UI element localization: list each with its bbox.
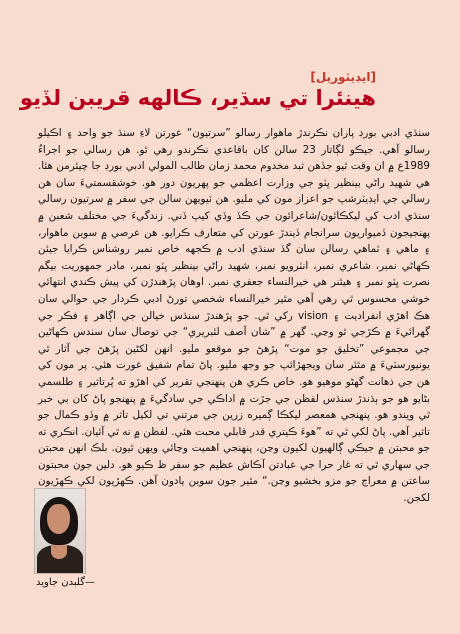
article-body: سنڌي ادبي بورڊ پاران نڪرندڙ ماهوار رسالو ”سرتيون“ عورتن لاءِ سنڌ جو واحد ۽ اڪيلو رسالو آهي. جيڪو لڳاتار 23 سالن کان باقاعدي نڪرندو رهي ٿو. هن رسالي جو اجراءُ 1989ع ۾ ان وقت ٿيو جڏهن ثبد مخدوم محمد زمان طالب المولي ادبي بورڊ جا چيئرمن هئا. هي شهيد راڻي بينظير ڀٽو جي وزارت اعظمي جو پهريون دور هو. خوشقسمتيءَ سان هن رسالي جي ايڊيٽرشپ جو اعزاز مون کي مليو. هن ٽيويهن سالن جي سفر ۾ سرتيون رسالي سنڌي ادب کي ليکڪائون/شاعرائون جي ڪڏ وڏي کيپ ڏني. زندگيءَ جي مختلف شعبن ۾ پهنجيجون ڏميواريون سرانجام ڏيندڙ عورتن کي متعارف ڪرايو. هن عرصي ۾ سوين ماهوار، ۽ ماهي ۽ ٽماهي رسالن سان گڏ سنڌي ادب ۾ ڪجهه خاص نمبر روشناس ڪرايا جيئن ڪهاڻي نمبر، شاعري نمبر، انٽرويو نمبر، شهيد راڻي بينظير ڀٽو نمبر، مادر جمهوريت بيگم نصرت ڀٽو نمبر ۽ هيئنر هي خيرالنساء جعفري نمبر. اوهان پڙهندڙن کي پيش ڪندي انتهائي خوشي محسوس ٿي رهي آهي مٿير خيرالنساء شخصي تورڻ ادبي ڪردار جي حوالي سان هڪ اهڙي انفراديت ۽ vision رکي ٿي. جو پڙهندڙ سنڌس خيالن جي اڳاهر ۽ فڪر جي گهرائيءَ ۾ ڪڙجي ٿو وڃي. گهر ۾ ”شان آصف لئبريري“ جي توصال سان سندس ڪهاڻين جي مجموعي ”تخليق جو موت“ پڙهڻ جو موقعو مليو. انهن لکڻين پڙهڻ جي آثار ٿي يونيورسٽيءَ ۾ مٿئر سان ويجهڙائپ جو وجھ مليو. پاڻ تمام شفيق عورت هئي. پر مون کي هن جي ذهانت گهڻو موهيو هو. خاص ڪري هن پنهنجي تقرير کي اهڙو ته پُرتاثير ۽ طلسمي بڻايو هو جو ٻڌندڙ سنڌس لفظن جي جڙت ۾ اداڪي جي سادگيءَ ۾ پنهنجو پاڻ کان بي خبر ٿي ويندو هو. پنهنجي همعصر ليکڪا ڳميره زرين جي مرتني تي لکيل تاثر ۾ وڏو ڪمال جو تاثير آهي. پاڻ لکي ٿي ته ”هوءَ ڪيتري قدر قابلي محبت هئي. لفظن ۾ نه ٿي آئيان. انڪري ته جو محبتن ۾ جيڪي ڳالهيون لکيون وڃن، پنهنجي اهميت وڃائي ويهن ٿيون. بلڪ انهن محبتن جي سهاري ٿي ته غار حرا جي عبادتن آڪاش عظيم جو سفر ظ ڪيو هو. دلين جون محبتون ساعتن ۾ معراج جو مزو بخشيو وڃن.“ مٿير جون سوين يادون آهن. ڪهڙيون لکي ڪهڙيون لکجن. xyxy=(38,127,431,505)
headline: هينئرا تي سڌير، ڪالهه قريبن لڏيو xyxy=(19,86,376,110)
author-photo xyxy=(34,488,86,574)
photo-caption: —گلبدن جاويد xyxy=(36,577,95,588)
photo-collar xyxy=(51,545,67,559)
photo-face xyxy=(47,504,70,534)
editorial-tag: [ايڊيٽوريل] xyxy=(310,70,376,84)
